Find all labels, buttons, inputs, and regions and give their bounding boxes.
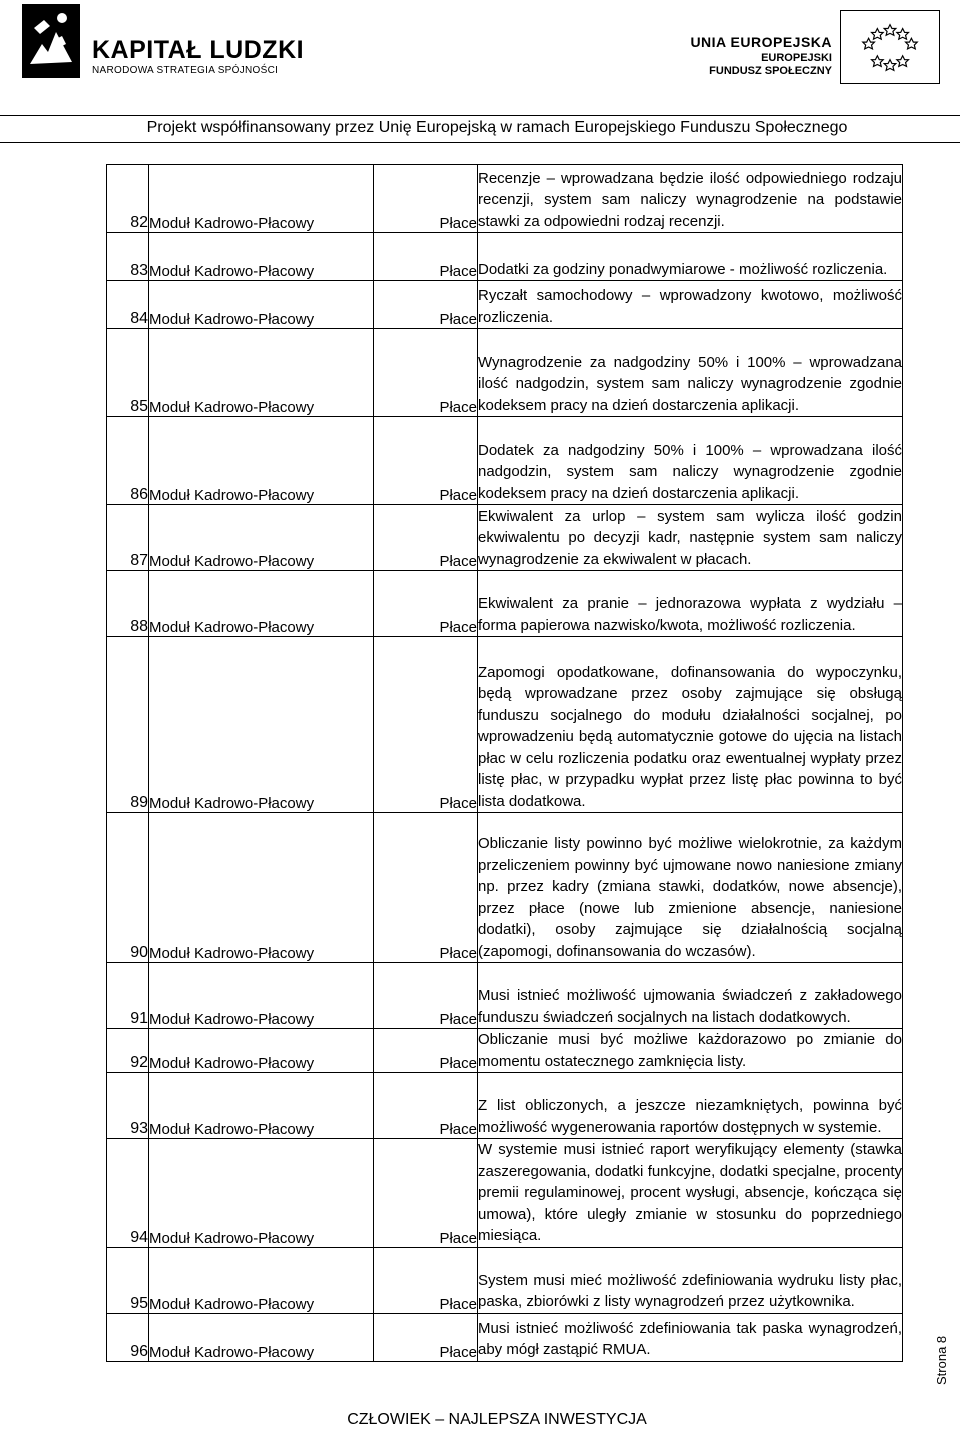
row-number — [107, 963, 149, 1029]
table-row — [107, 571, 903, 637]
row-area — [374, 417, 478, 505]
row-module — [149, 417, 374, 505]
row-module — [149, 1029, 374, 1073]
row-number — [107, 165, 149, 233]
row-description — [478, 281, 903, 329]
row-description-text: System musi mieć możliwość zdefiniowania wydruku listy płac, paska, zbiorówki z listy wynagrodzeń przez użytkownika. — [478, 1271, 902, 1310]
row-area — [374, 963, 478, 1029]
eu-logo-line2: EUROPEJSKI — [761, 52, 832, 64]
row-area-text: Płace — [439, 553, 477, 570]
eu-logo-line3: FUNDUSZ SPOŁECZNY — [709, 65, 832, 77]
row-area-text: Płace — [439, 311, 477, 328]
row-number — [107, 417, 149, 505]
row-description-text: Obliczanie musi być możliwe każdorazowo po zmianie do momentu ostatecznego zamknięcia listy. — [478, 1031, 902, 1070]
row-number — [107, 1073, 149, 1139]
eu-logo-text — [690, 34, 832, 77]
eu-flag-icon — [840, 10, 940, 84]
row-description — [478, 505, 903, 571]
row-number-text: 94 — [130, 1228, 148, 1246]
row-area-text: Płace — [439, 1343, 477, 1361]
row-module-text: Moduł Kadrowo-Płacowy — [149, 311, 315, 328]
row-module-text: Moduł Kadrowo-Płacowy — [149, 263, 315, 280]
row-description — [478, 165, 903, 233]
row-description-text: Dodatek za nadgodziny 50% i 100% – wprowadzana ilość nadgodzin, system sam naliczy wynagrodzenie zgodnie kodeksem pracy na dzień dostarczenia aplikacji. — [478, 441, 902, 502]
row-module — [149, 571, 374, 637]
row-description — [478, 1139, 903, 1248]
table-row — [107, 637, 903, 813]
table-row — [107, 1313, 903, 1361]
row-module-text: Moduł Kadrowo-Płacowy — [149, 1121, 315, 1138]
row-number-text: 82 — [130, 214, 148, 231]
row-number — [107, 1029, 149, 1073]
row-area — [374, 281, 478, 329]
row-area-text: Płace — [439, 215, 477, 232]
row-description-text: Ryczałt samochodowy – wprowadzony kwotowo, możliwość rozliczenia. — [478, 287, 902, 326]
row-area — [374, 233, 478, 281]
row-area — [374, 571, 478, 637]
table-row — [107, 165, 903, 233]
page-number-label: Strona 8 — [934, 1335, 949, 1385]
header-divider-2 — [0, 142, 960, 143]
row-number — [107, 571, 149, 637]
row-description — [478, 1313, 903, 1361]
row-area — [374, 813, 478, 963]
kapital-ludzki-emblem-icon — [22, 4, 80, 78]
requirements-table — [106, 164, 903, 1362]
row-module-text: Moduł Kadrowo-Płacowy — [149, 1295, 315, 1313]
row-area — [374, 1313, 478, 1361]
row-number — [107, 1139, 149, 1248]
row-area-text: Płace — [439, 1121, 477, 1138]
row-number-text: 96 — [130, 1342, 148, 1360]
logo-title: KAPITAŁ LUDZKI — [92, 36, 305, 64]
row-module-text: Moduł Kadrowo-Płacowy — [149, 795, 315, 812]
row-number — [107, 1313, 149, 1361]
row-number — [107, 813, 149, 963]
row-number-text: 85 — [130, 398, 148, 415]
row-area-text: Płace — [439, 1055, 477, 1072]
row-number — [107, 505, 149, 571]
row-description — [478, 963, 903, 1029]
row-area-text: Płace — [439, 1011, 477, 1028]
row-module-text: Moduł Kadrowo-Płacowy — [149, 399, 315, 416]
row-description — [478, 1029, 903, 1073]
row-number-text: 86 — [130, 486, 148, 503]
row-module — [149, 963, 374, 1029]
row-area-text: Płace — [439, 795, 477, 812]
table-row — [107, 1029, 903, 1073]
row-module — [149, 165, 374, 233]
row-area-text: Płace — [439, 263, 477, 280]
table-row — [107, 1139, 903, 1248]
row-module — [149, 1247, 374, 1313]
row-area — [374, 1073, 478, 1139]
logo-subtitle: NARODOWA STRATEGIA SPÓJNOŚCI — [92, 65, 279, 76]
eu-logo — [690, 4, 940, 84]
row-number-text: 84 — [130, 310, 148, 327]
row-module — [149, 1313, 374, 1361]
eu-logo-line1: UNIA EUROPEJSKA — [690, 34, 832, 50]
row-description-text: Wynagrodzenie za nadgodziny 50% i 100% – wprowadzana ilość nadgodzin, system sam naliczy wynagrodzenie zgodnie kodeksem pracy na dzień dostarczenia aplikacji. — [478, 353, 902, 414]
row-description-text: Zapomogi opodatkowane, dofinansowania do wypoczynku, będą wprowadzane przez osoby zajmujące się obsługą funduszu socjalnego do modułu działalności socjalnej, po wprowadzeniu będą automatycznie gotowe do ujęcia na listach płac w celu rozliczenia podatku oraz ewentualnej wypłaty przez listę płac, w przypadku wypłat przez listę płac powinna to być lista dodatkowa. — [478, 663, 902, 810]
row-module — [149, 1073, 374, 1139]
row-area — [374, 1139, 478, 1248]
row-module-text: Moduł Kadrowo-Płacowy — [149, 1229, 315, 1247]
footer-slogan: CZŁOWIEK – NAJLEPSZA INWESTYCJA — [347, 1411, 647, 1428]
row-number-text: 93 — [130, 1120, 148, 1137]
row-description — [478, 417, 903, 505]
row-description — [478, 1247, 903, 1313]
row-module-text: Moduł Kadrowo-Płacowy — [149, 553, 315, 570]
row-module-text: Moduł Kadrowo-Płacowy — [149, 1343, 315, 1361]
row-number-text: 83 — [130, 262, 148, 279]
row-module-text: Moduł Kadrowo-Płacowy — [149, 215, 315, 232]
table-row — [107, 505, 903, 571]
table-row — [107, 963, 903, 1029]
row-area-text: Płace — [439, 619, 477, 636]
row-number-text: 88 — [130, 618, 148, 635]
row-description-text: Dodatki za godziny ponadwymiarowe - możliwość rozliczenia. — [478, 260, 888, 278]
table-row — [107, 1247, 903, 1313]
row-module — [149, 329, 374, 417]
row-number-text: 89 — [130, 794, 148, 811]
kapital-ludzki-logo — [22, 4, 322, 82]
table-row — [107, 233, 903, 281]
row-number — [107, 637, 149, 813]
row-description — [478, 813, 903, 963]
row-number-text: 90 — [130, 944, 148, 961]
row-module-text: Moduł Kadrowo-Płacowy — [149, 487, 315, 504]
row-number-text: 87 — [130, 552, 148, 569]
row-module — [149, 637, 374, 813]
row-module — [149, 233, 374, 281]
table-row — [107, 1073, 903, 1139]
row-description-text: Recenzje – wprowadzana będzie ilość odpowiedniego rodzaju recenzji, system sam naliczy wynagrodzenie na podstawie stawki za odpowiedni rodzaj recenzji. — [478, 169, 902, 230]
row-area-text: Płace — [439, 399, 477, 416]
row-module — [149, 813, 374, 963]
row-number — [107, 1247, 149, 1313]
row-module — [149, 281, 374, 329]
row-module-text: Moduł Kadrowo-Płacowy — [149, 1011, 315, 1028]
row-description-text: Ekwiwalent za urlop – system sam wylicza ilość godzin ekwiwalentu po decyzji kadr, następnie system sam naliczy wynagrodzenie za ekwiwalent w płacach. — [478, 507, 902, 568]
row-description-text: Z list obliczonych, a jeszcze niezamkniętych, powinna być możliwość wygenerowania raportów dostępnych w systemie. — [478, 1097, 902, 1136]
row-description — [478, 329, 903, 417]
row-number — [107, 281, 149, 329]
row-module-text: Moduł Kadrowo-Płacowy — [149, 619, 315, 636]
row-description-text: Obliczanie listy powinno być możliwe wielokrotnie, za każdym przeliczeniem powinny być ujmowane nowo naniesione zmiany np. przez kadry (zmiana stawki, dodatków, nowe absencje), przez płace (nowe lub zmienione absencje, naniesione dodatki), osoby zajmujące się działalnością socjalną (zapomogi, dofinansowania do wczasów). — [478, 835, 902, 960]
row-module-text: Moduł Kadrowo-Płacowy — [149, 1055, 315, 1072]
row-description-text: Musi istnieć możliwość ujmowania świadczeń z zakładowego funduszu świadczeń socjalnych na listach dodatkowych. — [478, 987, 902, 1026]
row-description — [478, 571, 903, 637]
row-area — [374, 329, 478, 417]
row-description-text: Musi istnieć możliwość zdefiniowania tak paska wynagrodzeń, aby mógł zastąpić RMUA. — [478, 1319, 902, 1358]
row-number-text: 91 — [130, 1010, 148, 1027]
row-area — [374, 1029, 478, 1073]
row-number-text: 95 — [130, 1294, 148, 1312]
row-area-text: Płace — [439, 945, 477, 962]
row-area — [374, 1247, 478, 1313]
row-area — [374, 637, 478, 813]
row-area-text: Płace — [439, 487, 477, 504]
row-area-text: Płace — [439, 1229, 477, 1247]
requirements-table-body — [107, 165, 903, 1362]
row-description — [478, 1073, 903, 1139]
row-area — [374, 165, 478, 233]
table-row — [107, 417, 903, 505]
table-row — [107, 813, 903, 963]
row-description-text: Ekwiwalent za pranie – jednorazowa wypłata z wydziału – forma papierowa nazwisko/kwota, możliwość rozliczenia. — [478, 595, 902, 634]
row-module-text: Moduł Kadrowo-Płacowy — [149, 945, 315, 962]
row-area-text: Płace — [439, 1295, 477, 1313]
row-number — [107, 233, 149, 281]
row-module — [149, 505, 374, 571]
row-number — [107, 329, 149, 417]
row-description — [478, 637, 903, 813]
table-row — [107, 329, 903, 417]
row-module — [149, 1139, 374, 1248]
table-row — [107, 281, 903, 329]
row-number-text: 92 — [130, 1054, 148, 1071]
row-description — [478, 233, 903, 281]
row-description-text: W systemie musi istnieć raport weryfikujący elementy (stawka zaszeregowania, dodatki funkcyjne, dodatki specjalne, procenty premii regulaminowej, procent wysługi, absencje, kończąca się umowa), które uległy zmianie w stosunku do poprzedniego miesiąca. — [478, 1141, 902, 1244]
header-divider — [0, 115, 960, 116]
project-cofinancing-line: Projekt współfinansowany przez Unię Europejską w ramach Europejskiego Funduszu Społecznego — [146, 119, 848, 136]
row-area — [374, 505, 478, 571]
